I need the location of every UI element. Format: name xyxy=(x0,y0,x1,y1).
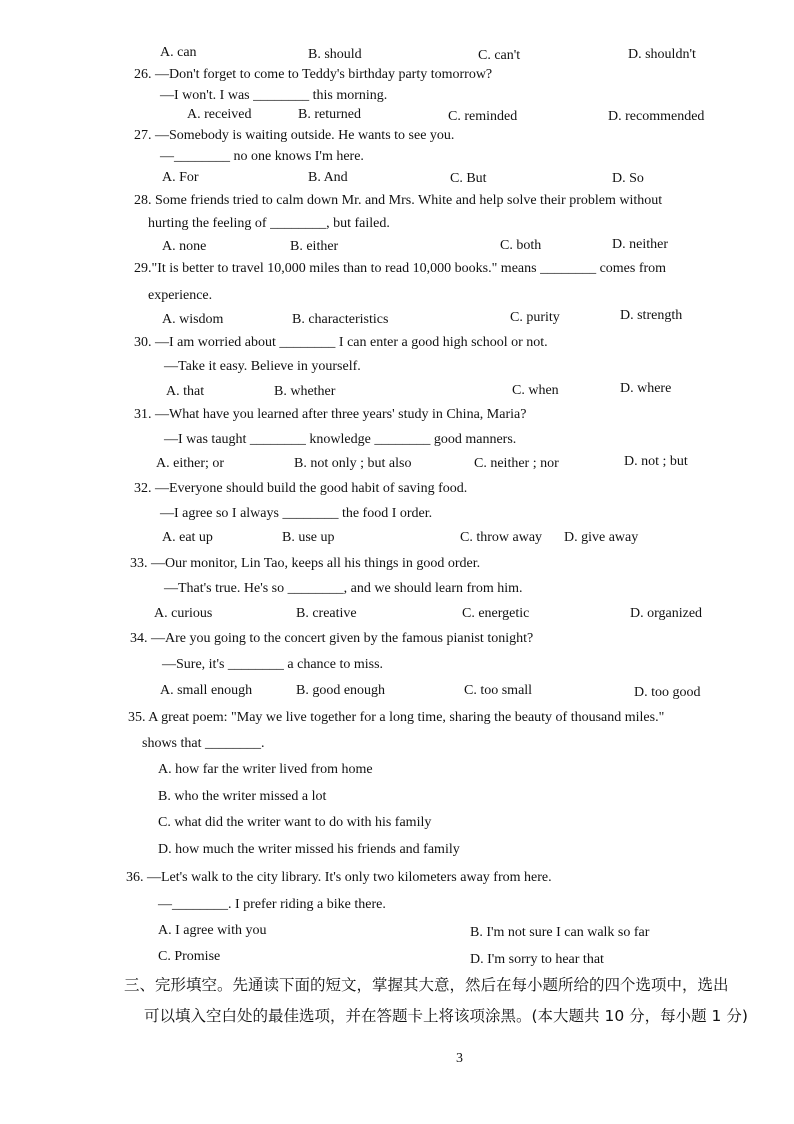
question-27-reply: —________ no one knows I'm here. xyxy=(160,149,364,164)
option-d: D. too good xyxy=(634,685,701,700)
question-28-stem-cont: hurting the feeling of ________, but failed. xyxy=(148,216,390,231)
option-a: A. can xyxy=(160,45,197,60)
option-c: C. purity xyxy=(510,310,560,325)
question-34-reply: —Sure, it's ________ a chance to miss. xyxy=(162,657,384,672)
question-26-reply: —I won't. I was ________ this morning. xyxy=(160,88,388,103)
option-d: D. I'm sorry to hear that xyxy=(470,952,604,967)
question-36-stem: 36. —Let's walk to the city library. It's only two kilometers away from here. xyxy=(126,870,552,885)
option-c: C. both xyxy=(500,238,542,253)
question-30-stem: 30. —I am worried about ________ I can enter a good high school or not. xyxy=(134,335,548,350)
question-34-stem: 34. —Are you going to the concert given by the famous pianist tonight? xyxy=(130,631,534,646)
question-28-stem: 28. Some friends tried to calm down Mr. and Mrs. White and help solve their problem without xyxy=(134,193,663,208)
option-c: C. Promise xyxy=(158,949,221,964)
question-27-stem: 27. —Somebody is waiting outside. He wants to see you. xyxy=(134,128,455,143)
option-b: B. I'm not sure I can walk so far xyxy=(470,925,650,940)
option-d: D. strength xyxy=(620,308,683,323)
option-b: B. And xyxy=(308,170,348,185)
option-b: B. should xyxy=(308,47,362,62)
question-36-reply: —________. I prefer riding a bike there. xyxy=(158,897,386,912)
question-33-stem: 33. —Our monitor, Lin Tao, keeps all his things in good order. xyxy=(130,556,481,571)
option-c: C. too small xyxy=(464,683,533,698)
option-d: D. where xyxy=(620,381,672,396)
option-d: D. how much the writer missed his friends and family xyxy=(158,842,460,857)
option-d: D. shouldn't xyxy=(628,47,696,62)
option-b: B. whether xyxy=(274,384,336,399)
option-a: A. how far the writer lived from home xyxy=(158,762,373,777)
option-a: A. curious xyxy=(154,606,213,621)
question-35-stem: 35. A great poem: "May we live together for a long time, sharing the beauty of thousand miles." xyxy=(128,710,665,725)
option-b: B. creative xyxy=(296,606,357,621)
option-d: D. not ; but xyxy=(624,454,688,469)
option-b: B. good enough xyxy=(296,683,386,698)
question-26-stem: 26. —Don't forget to come to Teddy's birthday party tomorrow? xyxy=(134,67,493,82)
option-a: A. For xyxy=(162,170,199,185)
question-30-reply: —Take it easy. Believe in yourself. xyxy=(164,359,361,374)
option-c: C. reminded xyxy=(448,109,518,124)
option-b: B. who the writer missed a lot xyxy=(158,789,327,804)
question-29-stem: 29."It is better to travel 10,000 miles than to read 10,000 books." means ________ comes from xyxy=(134,261,667,276)
option-b: B. use up xyxy=(282,530,335,545)
question-29-stem-cont: experience. xyxy=(148,288,213,303)
option-a: A. that xyxy=(166,384,205,399)
option-a: A. I agree with you xyxy=(158,923,267,938)
option-a: A. either; or xyxy=(156,456,225,471)
question-32-reply: —I agree so I always ________ the food I order. xyxy=(160,506,433,521)
option-a: A. small enough xyxy=(160,683,253,698)
option-d: D. give away xyxy=(564,530,639,545)
option-c: C. what did the writer want to do with his family xyxy=(158,815,432,830)
option-d: D. recommended xyxy=(608,109,705,124)
section-3-instructions: 可以填入空白处的最佳选项，并在答题卡上将该项涂黑。(本大题共 10 分，每小题 1 分) xyxy=(144,1007,748,1025)
option-c: C. energetic xyxy=(462,606,530,621)
option-c: C. can't xyxy=(478,48,521,63)
section-3-heading: 三、完形填空。先通读下面的短文，掌握其大意，然后在每小题所给的四个选项中，选出 xyxy=(124,976,729,994)
option-c: C. throw away xyxy=(460,530,543,545)
option-c: C. But xyxy=(450,171,487,186)
option-b: B. either xyxy=(290,239,339,254)
option-b: B. not only ; but also xyxy=(294,456,412,471)
option-d: D. organized xyxy=(630,606,703,621)
question-35-stem-cont: shows that ________. xyxy=(142,736,265,751)
page-number: 3 xyxy=(456,1051,463,1066)
option-a: A. none xyxy=(162,239,207,254)
option-a: A. received xyxy=(187,107,252,122)
option-a: A. wisdom xyxy=(162,312,224,327)
option-b: B. returned xyxy=(298,107,361,122)
option-c: C. when xyxy=(512,383,559,398)
option-d: D. neither xyxy=(612,237,668,252)
question-31-reply: —I was taught ________ knowledge ________ good manners. xyxy=(164,432,517,447)
option-c: C. neither ; nor xyxy=(474,456,559,471)
question-32-stem: 32. —Everyone should build the good habit of saving food. xyxy=(134,481,468,496)
question-31-stem: 31. —What have you learned after three years' study in China, Maria? xyxy=(134,407,527,422)
option-a: A. eat up xyxy=(162,530,213,545)
option-b: B. characteristics xyxy=(292,312,389,327)
option-d: D. So xyxy=(612,171,644,186)
question-33-reply: —That's true. He's so ________, and we should learn from him. xyxy=(164,581,523,596)
